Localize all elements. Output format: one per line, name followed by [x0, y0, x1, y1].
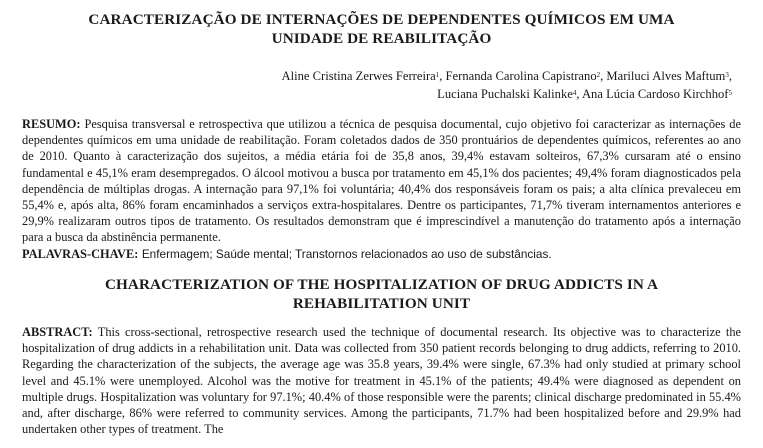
author-name: Ana Lúcia Cardoso Kirchhof: [581, 87, 729, 101]
resumo-paragraph: [22, 116, 741, 246]
author-affiliation-mark: 1: [435, 71, 440, 79]
abstract-paragraph: [22, 324, 741, 437]
author-line-1: [282, 67, 732, 85]
author-name: Fernanda Carolina Capistrano: [445, 69, 597, 83]
title-portuguese-line-2: UNIDADE DE REABILITAÇÃO: [271, 30, 492, 47]
author-list: [282, 67, 732, 103]
author-affiliation-mark: 2: [596, 71, 601, 79]
resumo-label: RESUMO:: [22, 117, 81, 131]
abstract-label: ABSTRACT:: [22, 325, 93, 339]
resumo-text: Pesquisa transversal e retrospectiva que utilizou a técnica de pesquisa documental, cujo objetivo foi caracterizar as internações de dependentes químicos em uma unidade de reabilitação. Foram coletados dados de 350 prontuários de dependentes químicos, referentes ao ano de 2010. Quanto à caracterização dos sujeitos, a média etária foi de 35,8 anos, 39,4% estavam solteiros, 67,3% cursaram até o ensino fundamental e 45,1% eram desempregados. O álcool motivou a busca por tratamento em 45,1% dos pacientes; 49,4% foram diagnosticados pela dependência de múltiplas drogas. A internação para 97,1% foi voluntária; 40,4% dos responsáveis foram os pais; a alta clínica prevaleceu em 55,4% e, após alta, 86% foram encaminhados a serviços extra-hospitalares. Dentre os participantes, 71,7% tiveram internamentos anteriores e 29,9% realizaram outros tipos de tratamento. Os resultados demonstram que é imprescindível a manutenção do tratamento após a internação para a busca da abstinência permanente.: [22, 117, 741, 245]
keywords-text: Enfermagem; Saúde mental; Transtornos relacionados ao uso de substâncias.: [141, 247, 552, 261]
author-affiliation-mark: 5: [728, 89, 732, 97]
author-name: Mariluci Alves Maftum: [606, 69, 726, 83]
keywords-label: PALAVRAS-CHAVE:: [22, 247, 139, 261]
author-line-2: [282, 85, 732, 103]
author-separator: ,: [728, 69, 732, 83]
title-english-line-1: CHARACTERIZATION OF THE HOSPITALIZATION OF DRUG ADDICTS IN A: [104, 276, 659, 293]
title-english-line-2: REHABILITATION UNIT: [292, 295, 471, 312]
author-affiliation-mark: 4: [572, 89, 577, 97]
author-name: Luciana Puchalski Kalinke: [437, 87, 573, 101]
title-english: [30, 275, 733, 313]
keywords-paragraph: [22, 246, 741, 262]
author-separator: ,: [439, 69, 446, 83]
title-portuguese-line-1: CARACTERIZAÇÃO DE INTERNAÇÕES DE DEPENDENTES QUÍMICOS EM UMA: [88, 11, 675, 28]
author-affiliation-mark: 3: [725, 71, 729, 79]
title-portuguese: [30, 10, 733, 48]
abstract-text: This cross-sectional, retrospective research used the technique of documental research. Its objective was to characterize the hospitalization of drug addicts in a rehabilitation unit. Data was collected from 350 patient records belonging to drug addicts, referring to 2010. Regarding the characterization of the subjects, the average age was 35.8 years, 39.4% were single, 67.3% had only studied at primary school level and 45.1% were unemployed. Alcohol was the motive for treatment in 45.1% of the patients; 49.4% were diagnosed as dependent on multiple drugs. Hospitalization was voluntary for 97.1%; 40.4% of those responsible were the parents; clinical discharge predominated in 55.4% and, after discharge, 86% were referred to community services. Among the participants, 71.7% had been hospitalized before and 29.9% had undertaken other types of treatment. The: [22, 325, 742, 437]
author-separator: ,: [576, 87, 582, 101]
author-name: Aline Cristina Zerwes Ferreira: [281, 69, 436, 83]
author-separator: ,: [600, 69, 607, 83]
